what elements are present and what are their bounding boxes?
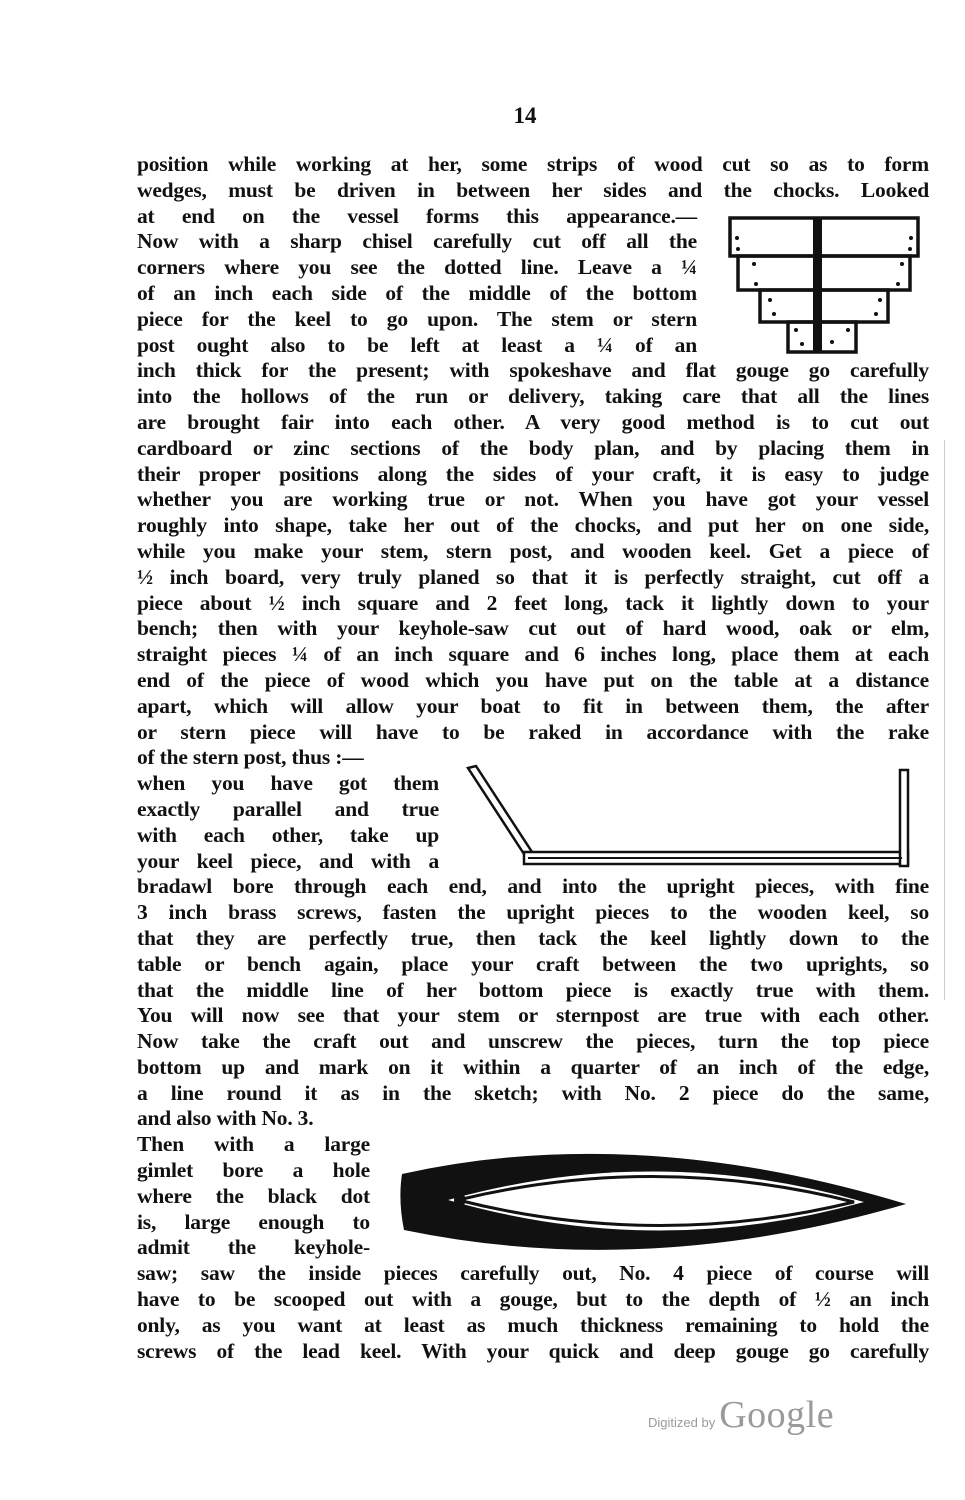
text-line: cardboard or zinc sections of the body plan, and by placing them in — [137, 435, 929, 460]
watermark-brand: Google — [719, 1394, 835, 1436]
black-dot-marker — [454, 1194, 466, 1206]
text-line: screws of the lead keel. With your quick and deep gouge go carefully — [137, 1338, 929, 1363]
body-plan-sections-figure — [724, 214, 924, 356]
text-line: when you have got them — [137, 771, 439, 796]
text-line: is, large enough to — [137, 1209, 370, 1234]
text-line: Now take the craft out and unscrew the pieces, turn the top piece — [137, 1029, 929, 1054]
google-watermark — [648, 1393, 834, 1437]
text-line: roughly into shape, take her out of the chocks, and put her on one side, — [137, 513, 929, 538]
text-line: have to be scooped out with a gouge, but to the depth of ½ an inch — [137, 1287, 929, 1312]
text-line: Now with a sharp chisel carefully cut off all the — [137, 229, 697, 254]
text-line: post ought also to be left at least a ¼ of an — [137, 332, 697, 357]
text-line: straight pieces ¼ of an inch square and 6 inches long, place them at each — [137, 642, 929, 667]
text-line: are brought fair into each other. A very good method is to cut out — [137, 409, 929, 434]
text-line: into the hollows of the run or delivery, taking care that all the lines — [137, 384, 929, 409]
text-line: bench; then with your keyhole-saw cut out of hard wood, oak or elm, — [137, 616, 929, 641]
text-line: bradawl bore through each end, and into the upright pieces, with fine — [137, 874, 929, 899]
text-line: your keel piece, and with a — [137, 848, 439, 873]
text-line: ½ inch board, very truly planed so that it is perfectly straight, cut off a — [137, 564, 929, 589]
text-line: with each other, take up — [137, 822, 439, 847]
text-line: their proper positions along the sides of your craft, it is easy to judge — [137, 461, 929, 486]
text-line: piece for the keel to go upon. The stem or stern — [137, 306, 697, 331]
text-line: only, as you want at least as much thickness remaining to hold the — [137, 1312, 929, 1337]
text-line: inch thick for the present; with spokeshave and flat gouge go carefully — [137, 358, 929, 383]
text-line: position while working at her, some strips of wood cut so as to form — [137, 152, 929, 176]
text-line: whether you are working true or not. When you have got your vessel — [137, 487, 929, 512]
text-line: at end on the vessel forms this appearance.— — [137, 203, 697, 228]
text-line: that the middle line of her bottom piece is exactly true with them. — [137, 977, 929, 1002]
text-line: table or bench again, place your craft between the two uprights, so — [137, 951, 929, 976]
text-line: piece about ½ inch square and 2 feet long, tack it lightly down to your — [137, 590, 929, 615]
text-line: gimlet bore a hole — [137, 1158, 370, 1183]
text-line: that they are perfectly true, then tack the keel lightly down to the — [137, 925, 929, 950]
hull-piece-outline-figure — [396, 1140, 911, 1258]
text-line: apart, which will allow your boat to fit in between them, the after — [137, 693, 929, 718]
text-line: end of the piece of wood which you have put on the table at a distance — [137, 667, 929, 692]
text-line: Then with a large — [137, 1132, 370, 1157]
text-line: of the stern post, thus :— — [137, 745, 364, 770]
text-line: wedges, must be driven in between her sides and the chocks. Looked — [137, 177, 929, 202]
text-line: 3 inch brass screws, fasten the upright pieces to the wooden keel, so — [137, 900, 929, 925]
page-number: 14 — [513, 103, 537, 128]
text-line: You will now see that your stem or sternpost are true with each other. — [137, 1003, 929, 1028]
text-line: corners where you see the dotted line. Leave a ¼ — [137, 255, 697, 280]
text-line: exactly parallel and true — [137, 796, 439, 821]
text-line: a line round it as in the sketch; with No. 2 piece do the same, — [137, 1080, 929, 1105]
text-line: while you make your stem, stern post, and wooden keel. Get a piece of — [137, 538, 929, 563]
text-line: or stern piece will have to be raked in accordance with the rake — [137, 719, 929, 744]
text-line: admit the keyhole- — [137, 1235, 370, 1260]
keel-with-raked-stern-post-figure — [462, 760, 914, 872]
text-line: of an inch each side of the middle of the bottom — [137, 280, 697, 305]
text-line: bottom up and mark on it within a quarter of an inch of the edge, — [137, 1054, 929, 1079]
text-line: where the black dot — [137, 1183, 370, 1208]
text-line: and also with No. 3. — [137, 1106, 314, 1131]
scan-edge-line — [944, 440, 945, 1000]
watermark-prefix: Digitized by — [648, 1415, 716, 1430]
text-line: saw; saw the inside pieces carefully out, No. 4 piece of course will — [137, 1261, 929, 1286]
